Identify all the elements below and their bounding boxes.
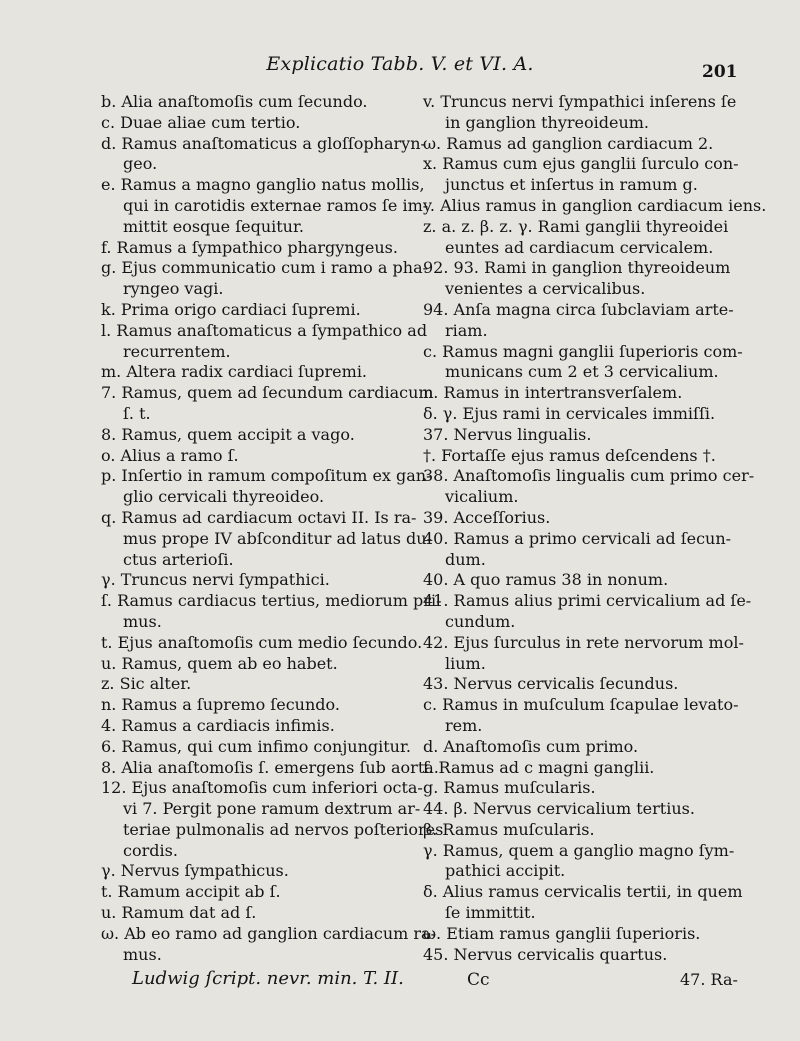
entry-line: δ. Alius ramus cervicalis tertii, in quem xyxy=(423,882,743,902)
entry-line: 40. Ramus a primo cervicali ad ſecun- xyxy=(423,528,732,548)
catchword: 47. Ra- xyxy=(680,970,738,989)
legend-entry xyxy=(423,300,738,342)
entry-line: 41. Ramus alius primi cervicalium ad ſe- xyxy=(423,591,752,611)
legend-entry xyxy=(423,466,755,508)
entry-line: ω. Etiam ramus ganglii ſuperioris. xyxy=(423,923,701,943)
legend-entry xyxy=(101,300,414,321)
entry-line: q. Ramus ad cardiacum octavi II. Is ra- xyxy=(101,507,417,527)
entry-line: y. Alius ramus in ganglion cardiacum iens. xyxy=(423,195,767,215)
legend-entry xyxy=(101,654,414,675)
signature-mark: Cc xyxy=(467,970,490,990)
entry-line: recurrentem. xyxy=(123,341,231,361)
legend-entry xyxy=(101,591,442,633)
footer-reference: Ludwig ſcript. nevr. min. T. II. xyxy=(132,968,404,989)
legend-entry xyxy=(423,882,743,924)
entry-line: m. Altera radix cardiaci ſupremi. xyxy=(101,362,368,382)
entry-line: c. Ramus magni ganglii ſuperioris com- xyxy=(423,341,743,361)
entry-line: t. Ejus anaſtomoſis cum medio ſecundo. xyxy=(101,632,423,652)
legend-entry xyxy=(101,674,414,695)
entry-line: k. Prima origo cardiaci ſupremi. xyxy=(101,299,361,319)
legend-entry xyxy=(423,737,738,758)
legend-entry xyxy=(101,507,432,570)
legend-entry xyxy=(423,799,738,820)
entry-line: municans cum 2 et 3 cervicalium. xyxy=(445,362,719,382)
legend-entry xyxy=(101,362,414,383)
entry-line: n. Ramus in intertransverſalem. xyxy=(423,383,683,403)
entry-line: t. Ramum accipit ab ſ. xyxy=(101,882,281,902)
legend-entry xyxy=(423,195,767,217)
entry-line: 45. Nervus cervicalis quartus. xyxy=(423,944,668,964)
legend-entry xyxy=(423,820,738,841)
entry-line: z. Sic alter. xyxy=(101,674,192,694)
entry-line: u. Ramus, quem ab eo habet. xyxy=(101,653,338,673)
legend-entry xyxy=(423,632,744,675)
legend-entry xyxy=(101,92,414,113)
entry-line: mus. xyxy=(123,944,162,964)
entry-line: e. Ramus a magno ganglio natus mollis, xyxy=(101,175,425,195)
legend-entry xyxy=(101,737,414,758)
legend-entry xyxy=(101,133,426,176)
entry-line: 39. Acceſſorius. xyxy=(423,507,551,527)
legend-entry xyxy=(101,570,414,591)
entry-line: qui in carotidis externae ramos ſe im- xyxy=(123,195,429,215)
legend-entry xyxy=(423,154,738,196)
entry-line: geo. xyxy=(123,154,158,174)
legend-entry xyxy=(423,258,738,300)
legend-entry xyxy=(101,175,429,237)
entry-line: ω. Ab eo ramo ad ganglion cardiacum ra- xyxy=(101,923,436,943)
legend-entry xyxy=(101,923,436,966)
legend-entry xyxy=(423,446,738,467)
entry-line: ctus arterioſi. xyxy=(123,549,234,569)
legend-entry xyxy=(423,570,738,591)
legend-entry xyxy=(423,591,752,633)
legend-entry xyxy=(423,674,738,695)
entry-line: v. Truncus nervi ſympathici inſerens ſe xyxy=(423,92,737,111)
entry-line: 37. Nervus lingualis. xyxy=(423,424,592,444)
entry-line: β. Ramus muſcularis. xyxy=(423,819,595,839)
entry-line: 6. Ramus, qui cum infimo conjungitur. xyxy=(101,736,411,756)
legend-entry xyxy=(101,632,423,654)
page-number: 201 xyxy=(702,62,738,82)
entry-line: d. Anaſtomoſis cum primo. xyxy=(423,736,639,756)
entry-line: 4. Ramus a cardiacis infimis. xyxy=(101,715,335,735)
entry-line: ryngeo vagi. xyxy=(123,279,224,299)
entry-line: b. Alia anaſtomoſis cum ſecundo. xyxy=(101,92,368,111)
entry-line: vi 7. Pergit pone ramum dextrum ar- xyxy=(123,799,421,819)
entry-line: ſ. Ramus cardiacus tertius, mediorum pri- xyxy=(101,591,442,611)
entry-line: venientes a cervicalibus. xyxy=(445,279,646,299)
legend-entry xyxy=(423,425,738,446)
entry-line: γ. Truncus nervi ſympathici. xyxy=(101,570,330,590)
legend-entry xyxy=(423,758,738,779)
legend-entry xyxy=(423,341,743,384)
legend-entry xyxy=(101,425,414,446)
entry-line: rem. xyxy=(445,715,483,735)
legend-entry xyxy=(101,757,439,779)
entry-line: †. Fortaſſe ejus ramus deſcendens †. xyxy=(423,445,716,465)
entry-line: ſe immittit. xyxy=(445,903,536,923)
entry-line: 44. β. Nervus cervicalium tertius. xyxy=(423,799,695,819)
legend-entry xyxy=(423,924,738,945)
legend-entry xyxy=(101,113,414,134)
entry-line: glio cervicali thyreoideo. xyxy=(123,487,325,507)
entry-line: γ. Nervus ſympathicus. xyxy=(101,861,289,881)
legend-entry xyxy=(101,446,414,467)
legend-entry xyxy=(101,695,414,716)
entry-line: mus. xyxy=(123,611,162,631)
entry-line: u. Ramum dat ad ſ. xyxy=(101,903,257,923)
entry-line: in ganglion thyreoideum. xyxy=(445,112,650,132)
entry-line: d. Ramus anaſtomaticus a gloſſopharyn- xyxy=(101,133,426,153)
legend-entry xyxy=(423,217,738,259)
legend-entry xyxy=(423,945,738,966)
legend-entry xyxy=(423,134,738,155)
legend-entry xyxy=(101,238,414,259)
entry-line: pathici accipit. xyxy=(445,861,566,881)
entry-line: mittit eosque ſequitur. xyxy=(123,216,304,236)
entry-line: cundum. xyxy=(445,611,516,631)
legend-entry xyxy=(423,695,738,737)
entry-line: o. Alius a ramo ſ. xyxy=(101,445,239,465)
entry-line: x. Ramus cum ejus ganglii ſurculo con- xyxy=(423,154,739,174)
legend-entry xyxy=(423,778,738,799)
right-column xyxy=(423,92,767,965)
entry-line: 8. Ramus, quem accipit a vago. xyxy=(101,424,355,444)
entry-line: ſ. t. xyxy=(123,403,151,423)
entry-line: δ. γ. Ejus rami in cervicales immiſſi. xyxy=(423,403,716,423)
entry-line: euntes ad cardiacum cervicalem. xyxy=(445,237,714,257)
entry-line: mus prope IV abſconditur ad latus du- xyxy=(123,528,432,548)
legend-entry xyxy=(101,320,428,363)
entry-line: g. Ramus muſcularis. xyxy=(423,778,596,798)
entry-line: vicalium. xyxy=(445,487,519,507)
legend-entry xyxy=(101,258,429,300)
entry-line: ω. Ramus ad ganglion cardiacum 2. xyxy=(423,133,714,153)
left-column xyxy=(101,92,444,965)
entry-line: f. Ramus ad c magni ganglii. xyxy=(423,757,655,777)
legend-entry xyxy=(101,383,434,425)
entry-line: z. a. z. β. z. γ. Rami ganglii thyreoidei xyxy=(423,216,729,236)
entry-line: junctus et inſertus in ramum g. xyxy=(445,175,698,195)
legend-entry xyxy=(101,861,414,882)
entry-line: 40. A quo ramus 38 in nonum. xyxy=(423,570,669,590)
legend-entry xyxy=(101,716,414,737)
entry-line: 42. Ejus ſurculus in rete nervorum mol- xyxy=(423,632,744,652)
legend-entry xyxy=(423,92,738,134)
entry-line: lium. xyxy=(445,653,486,673)
entry-line: 43. Nervus cervicalis ſecundus. xyxy=(423,674,679,694)
entry-line: 94. Anſa magna circa ſubclaviam arte- xyxy=(423,299,734,319)
entry-line: dum. xyxy=(445,549,486,569)
entry-line: f. Ramus a ſympathico phargyngeus. xyxy=(101,237,398,257)
entry-line: c. Ramus in muſculum ſcapulae levato- xyxy=(423,695,739,715)
legend-entry xyxy=(101,882,414,903)
entry-line: 8. Alia anaſtomoſis ſ. emergens ſub aorta. xyxy=(101,757,439,777)
entry-line: γ. Ramus, quem a ganglio magno ſym- xyxy=(423,840,735,860)
entry-line: 38. Anaſtomoſis lingualis cum primo cer- xyxy=(423,466,755,486)
legend-entry xyxy=(423,841,738,883)
legend-entry xyxy=(101,778,444,861)
legend-entry xyxy=(101,903,414,924)
entry-line: g. Ejus communicatio cum i ramo a pha- xyxy=(101,258,429,278)
entry-line: 12. Ejus anaſtomoſis cum inferiori octa- xyxy=(101,778,423,798)
entry-line: riam. xyxy=(445,320,488,340)
entry-line: teriae pulmonalis ad nervos poſteriores xyxy=(123,819,444,839)
entry-line: cordis. xyxy=(123,840,178,860)
entry-line: p. Inſertio in ramum compoſitum ex gan- xyxy=(101,466,432,486)
entry-line: 92. 93. Rami in ganglion thyreoideum xyxy=(423,258,731,278)
legend-entry xyxy=(423,529,738,571)
running-title: Explicatio Tabb. V. et VI. A. xyxy=(266,53,534,75)
legend-entry xyxy=(101,466,432,508)
legend-entry xyxy=(423,508,738,529)
entry-line: c. Duae aliae cum tertio. xyxy=(101,112,301,132)
legend-entry xyxy=(423,404,738,425)
entry-line: n. Ramus a ſupremo ſecundo. xyxy=(101,695,340,715)
legend-entry xyxy=(423,383,738,404)
entry-line: l. Ramus anaſtomaticus a ſympathico ad xyxy=(101,320,428,340)
entry-line: 7. Ramus, quem ad ſecundum cardiacum xyxy=(101,383,434,403)
